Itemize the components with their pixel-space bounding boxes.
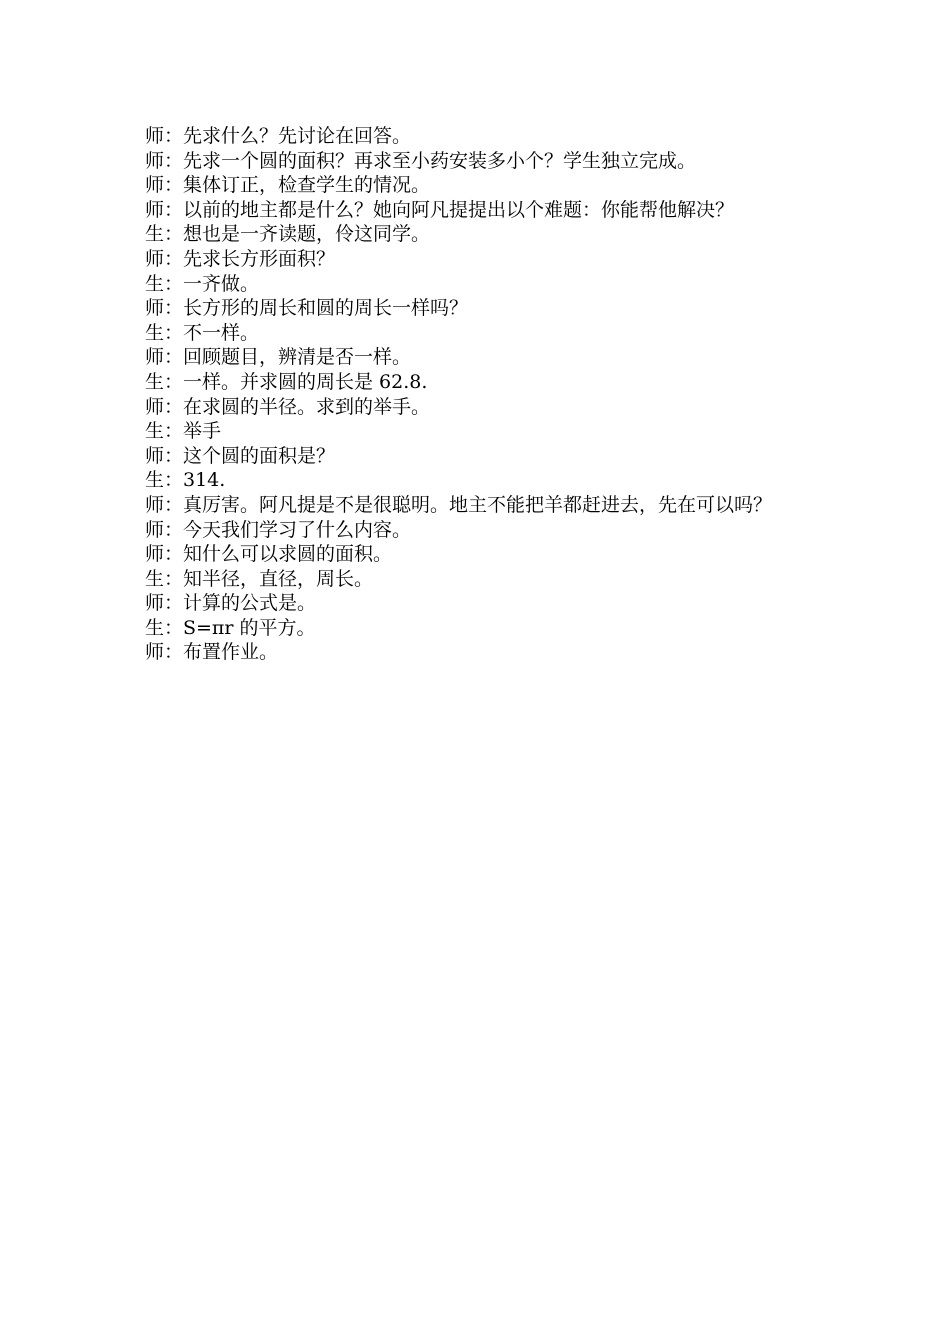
dialogue-line: 师：知什么可以求圆的面积。	[145, 543, 393, 566]
dialogue-line: 师：长方形的周长和圆的周长一样吗？	[145, 297, 469, 320]
dialogue-line: 师：真厉害。阿凡提是不是很聪明。地主不能把羊都赶进去，先在可以吗？	[145, 493, 773, 516]
dialogue-line: 生：知半径，直径，周长。	[145, 567, 374, 590]
dialogue-line: 师：计算的公式是。	[145, 592, 317, 615]
dialogue-line: 生：一样。并求圆的周长是 62.8.	[145, 370, 428, 393]
dialogue-line: 生：一齐做。	[145, 272, 260, 295]
dialogue-line: 师：以前的地主都是什么？她向阿凡提提出以个难题：你能帮他解决？	[145, 198, 735, 221]
dialogue-line: 师：集体订正，检查学生的情况。	[145, 174, 431, 197]
dialogue-line: 师：先求什么？先讨论在回答。	[145, 125, 412, 147]
dialogue-line: 生：不一样。	[145, 321, 260, 344]
dialogue-line: 生：314.	[145, 469, 226, 492]
dialogue-line: 师：在求圆的半径。求到的举手。	[145, 395, 431, 418]
dialogue-line: 师：这个圆的面积是？	[145, 444, 336, 467]
dialogue-transcript	[145, 124, 810, 665]
dialogue-line: 师：布置作业。	[145, 641, 279, 664]
dialogue-line: 生：S=πr 的平方。	[145, 616, 316, 639]
dialogue-line: 师：今天我们学习了什么内容。	[145, 518, 412, 541]
dialogue-line: 生：想也是一齐读题，伶这同学。	[145, 223, 431, 246]
dialogue-line: 师：回顾题目，辨清是否一样。	[145, 346, 412, 369]
dialogue-line: 生：举手	[145, 420, 222, 443]
dialogue-line: 师：先求一个圆的面积？再求至小药安装多小个？学生独立完成。	[145, 149, 697, 172]
dialogue-line: 师：先求长方形面积？	[145, 247, 336, 270]
